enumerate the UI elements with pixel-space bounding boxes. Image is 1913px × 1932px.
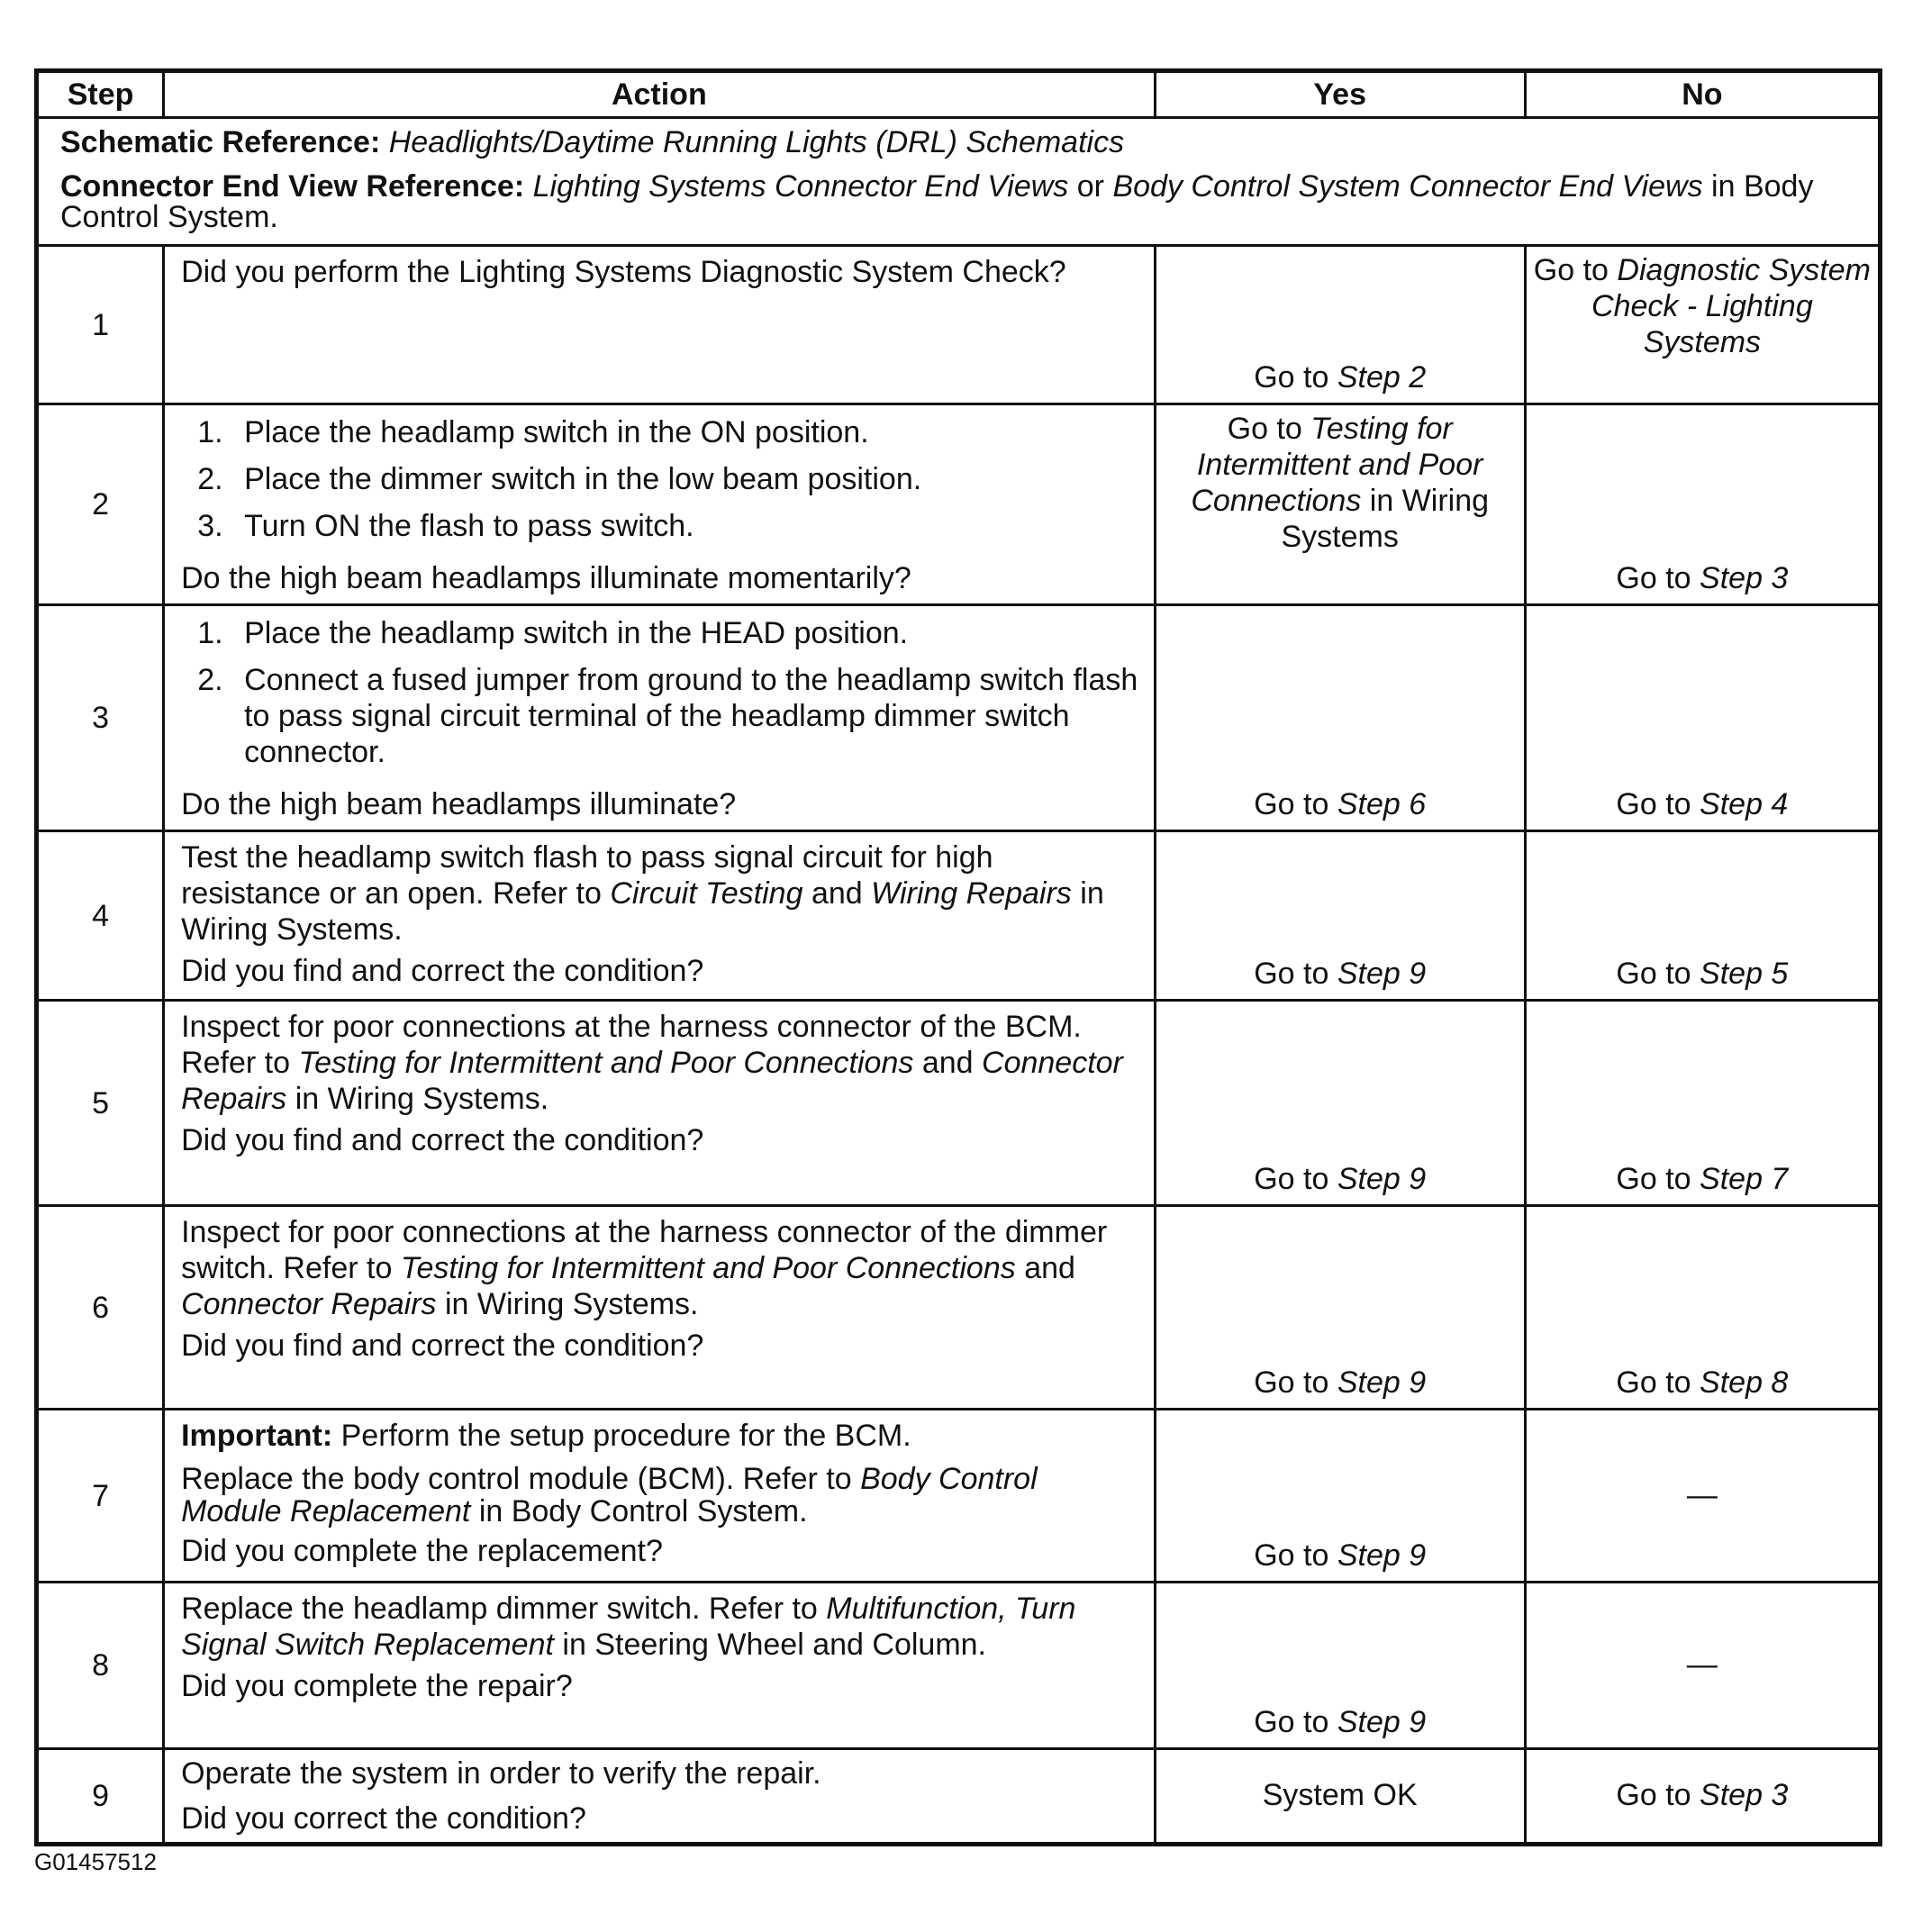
action-text-part: in Body Control System.: [478, 1494, 808, 1528]
table-row: [37, 1001, 1881, 1206]
no-cell: [1525, 1001, 1880, 1206]
no-prefix: Go to: [1616, 1778, 1691, 1812]
action-question: Do the high beam headlamps illuminate?: [181, 787, 737, 821]
important-label: Important:: [181, 1419, 333, 1453]
table-row: [37, 404, 1881, 605]
step-number: 5: [37, 1001, 164, 1206]
table-row: [37, 1410, 1881, 1583]
action-text-part: in Wiring Systems.: [181, 876, 1104, 947]
no-prefix: Go to: [1533, 253, 1609, 287]
yes-link[interactable]: Step 2: [1337, 360, 1427, 395]
table-row: [37, 1749, 1881, 1845]
diagnostic-table: [34, 68, 1882, 1846]
yes-prefix: Go to: [1254, 787, 1329, 821]
schematic-reference: [60, 124, 1856, 160]
action-cell: [164, 1206, 1156, 1410]
table-row: [37, 605, 1881, 831]
no-prefix: Go to: [1616, 1162, 1691, 1196]
figure-id: G01457512: [34, 1848, 157, 1875]
yes-cell: [1155, 246, 1525, 404]
action-link[interactable]: Connector Repairs: [181, 1287, 437, 1321]
yes-cell: [1155, 1001, 1525, 1206]
action-text: [181, 839, 1141, 948]
action-text-part: in Wiring Systems.: [295, 1082, 549, 1116]
no-prefix: Go to: [1616, 787, 1691, 821]
no-cell: [1525, 831, 1880, 1001]
yes-cell: [1155, 831, 1525, 1001]
no-cell: [1525, 605, 1880, 831]
action-cell: [164, 831, 1156, 1001]
action-steps-list: [181, 414, 1141, 555]
no-cell: [1525, 404, 1880, 605]
action-question: Did you find and correct the condition?: [181, 954, 704, 988]
reference-cell: [37, 118, 1881, 246]
yes-prefix: Go to: [1254, 1365, 1329, 1400]
action-cell: [164, 1749, 1156, 1845]
schematic-reference-link[interactable]: Headlights/Daytime Running Lights (DRL) Schematics: [388, 125, 1125, 159]
action-cell: [164, 1410, 1156, 1583]
action-cell: [164, 246, 1156, 404]
action-text-part: and: [811, 876, 863, 911]
action-cell: [164, 1583, 1156, 1749]
action-link[interactable]: Body Control Module Replacement: [181, 1462, 1038, 1528]
yes-prefix: Go to: [1254, 360, 1329, 395]
no-cell: [1525, 1749, 1880, 1845]
step-number: 4: [37, 831, 164, 1001]
action-steps-list: [181, 615, 1141, 781]
action-question: Did you perform the Lighting Systems Diagnostic System Check?: [181, 255, 1066, 289]
no-dash: —: [1686, 1477, 1718, 1512]
yes-link[interactable]: Step 9: [1337, 1705, 1427, 1739]
no-link[interactable]: Step 5: [1700, 957, 1789, 991]
no-cell: [1525, 1206, 1880, 1410]
no-prefix: Go to: [1616, 561, 1691, 595]
action-text: [181, 1009, 1141, 1117]
no-prefix: Go to: [1616, 1365, 1691, 1400]
action-link[interactable]: Circuit Testing: [610, 876, 803, 911]
yes-plain: System OK: [1262, 1778, 1418, 1812]
yes-link[interactable]: Step 9: [1337, 957, 1427, 991]
no-cell: [1525, 1410, 1880, 1583]
table-row: [37, 1206, 1881, 1410]
action-text-part: and: [921, 1046, 974, 1080]
no-cell: [1525, 1583, 1880, 1749]
action-cell: [164, 605, 1156, 831]
yes-prefix: Go to: [1254, 1538, 1329, 1573]
no-link[interactable]: Step 4: [1700, 787, 1789, 821]
yes-suffix: in Wiring Systems: [1281, 484, 1490, 554]
action-step: 2. Place the dimmer switch in the low beam position.: [231, 461, 1141, 497]
no-cell: [1525, 246, 1880, 404]
important-note: [181, 1418, 1141, 1454]
step-number: 3: [37, 605, 164, 831]
header-step: Step: [37, 71, 164, 118]
action-question: Did you find and correct the condition?: [181, 1329, 704, 1363]
header-action: Action: [164, 71, 1156, 118]
step-number: 8: [37, 1583, 164, 1749]
action-text-part: Replace the headlamp dimmer switch. Refer to: [181, 1592, 818, 1626]
action-cell: [164, 1001, 1156, 1206]
table-row: [37, 246, 1881, 404]
no-prefix: Go to: [1616, 957, 1691, 991]
action-question: Did you find and correct the condition?: [181, 1123, 704, 1157]
yes-link[interactable]: Step 9: [1337, 1162, 1427, 1196]
action-link[interactable]: Testing for Intermittent and Poor Connections: [298, 1046, 914, 1080]
header-row: [37, 71, 1881, 118]
action-link[interactable]: Connector Repairs: [181, 1046, 1123, 1116]
yes-link[interactable]: Step 6: [1337, 787, 1427, 821]
action-step: 3. Turn ON the flash to pass switch.: [231, 508, 1141, 544]
action-text-part: Inspect for poor connections at the harness connector of the BCM. Refer to: [181, 1010, 1082, 1080]
action-question: Did you complete the replacement?: [181, 1534, 663, 1568]
step-number: 7: [37, 1410, 164, 1583]
step-number: 9: [37, 1749, 164, 1845]
connector-reference-label: Connector End View Reference:: [60, 169, 525, 204]
no-link[interactable]: Step 8: [1700, 1365, 1789, 1400]
table-row: [37, 1583, 1881, 1749]
action-cell: [164, 404, 1156, 605]
step-number: 6: [37, 1206, 164, 1410]
action-link[interactable]: Wiring Repairs: [871, 876, 1072, 911]
yes-cell: [1155, 404, 1525, 605]
action-question: Did you correct the condition?: [181, 1801, 586, 1836]
step-number: 2: [37, 404, 164, 605]
no-link[interactable]: Step 3: [1700, 1778, 1789, 1812]
action-question: Do the high beam headlamps illuminate momentarily?: [181, 561, 911, 595]
table-row: [37, 831, 1881, 1001]
action-text-part: in Wiring Systems.: [445, 1287, 699, 1321]
action-text: Operate the system in order to verify the repair.: [181, 1756, 821, 1791]
no-link[interactable]: Step 7: [1700, 1162, 1789, 1196]
yes-link[interactable]: Step 9: [1337, 1365, 1427, 1400]
step-number: 1: [37, 246, 164, 404]
action-text-part: Replace the body control module (BCM). Refer to: [181, 1462, 852, 1496]
action-text-part: Test the headlamp switch flash to pass signal circuit for high resistance or an open. Refer to: [181, 840, 993, 911]
important-text: Perform the setup procedure for the BCM.: [340, 1419, 911, 1453]
yes-prefix: Go to: [1254, 957, 1329, 991]
connector-reference-or: or: [1076, 169, 1104, 204]
header-no: No: [1525, 71, 1880, 118]
no-dash: —: [1686, 1647, 1718, 1682]
action-text: [181, 1591, 1141, 1663]
yes-prefix: Go to: [1254, 1162, 1329, 1196]
yes-cell: [1155, 1749, 1525, 1845]
yes-cell: [1155, 1410, 1525, 1583]
connector-reference-link-1[interactable]: Lighting Systems Connector End Views: [532, 169, 1069, 204]
yes-cell: [1155, 605, 1525, 831]
action-step: 1. Place the headlamp switch in the HEAD position.: [231, 615, 1141, 651]
action-link[interactable]: Multifunction, Turn Signal Switch Replacement: [181, 1592, 1076, 1662]
yes-link[interactable]: Step 9: [1337, 1538, 1427, 1573]
no-link[interactable]: Diagnostic System Check - Lighting Systems: [1591, 253, 1871, 359]
schematic-reference-label: Schematic Reference:: [60, 125, 381, 159]
action-text-part: and: [1024, 1251, 1075, 1285]
action-step: 2. Connect a fused jumper from ground to the headlamp switch flash to pass signal circuit terminal of the headlamp dimmer switch connector.: [231, 662, 1141, 770]
yes-cell: [1155, 1206, 1525, 1410]
action-link[interactable]: Testing for Intermittent and Poor Connections: [400, 1251, 1016, 1285]
reference-row: [37, 118, 1881, 246]
action-text-part: in Steering Wheel and Column.: [562, 1628, 986, 1662]
connector-reference-suffix: in Body Control System.: [60, 169, 1814, 234]
yes-prefix: Go to: [1227, 412, 1302, 446]
header-yes: Yes: [1155, 71, 1525, 118]
yes-prefix: Go to: [1254, 1705, 1329, 1739]
yes-cell: [1155, 1583, 1525, 1749]
action-question: Did you complete the repair?: [181, 1669, 573, 1703]
action-text-part: Inspect for poor connections at the harness connector of the dimmer switch. Refer to: [181, 1215, 1108, 1285]
no-link[interactable]: Step 3: [1700, 561, 1789, 595]
connector-reference: [60, 171, 1856, 232]
connector-reference-link-2[interactable]: Body Control System Connector End Views: [1112, 169, 1703, 204]
action-text: [181, 1214, 1141, 1322]
yes-link[interactable]: Testing for Intermittent and Poor Connections: [1191, 412, 1483, 518]
action-text: [181, 1463, 1141, 1528]
action-step: 1. Place the headlamp switch in the ON position.: [231, 414, 1141, 450]
